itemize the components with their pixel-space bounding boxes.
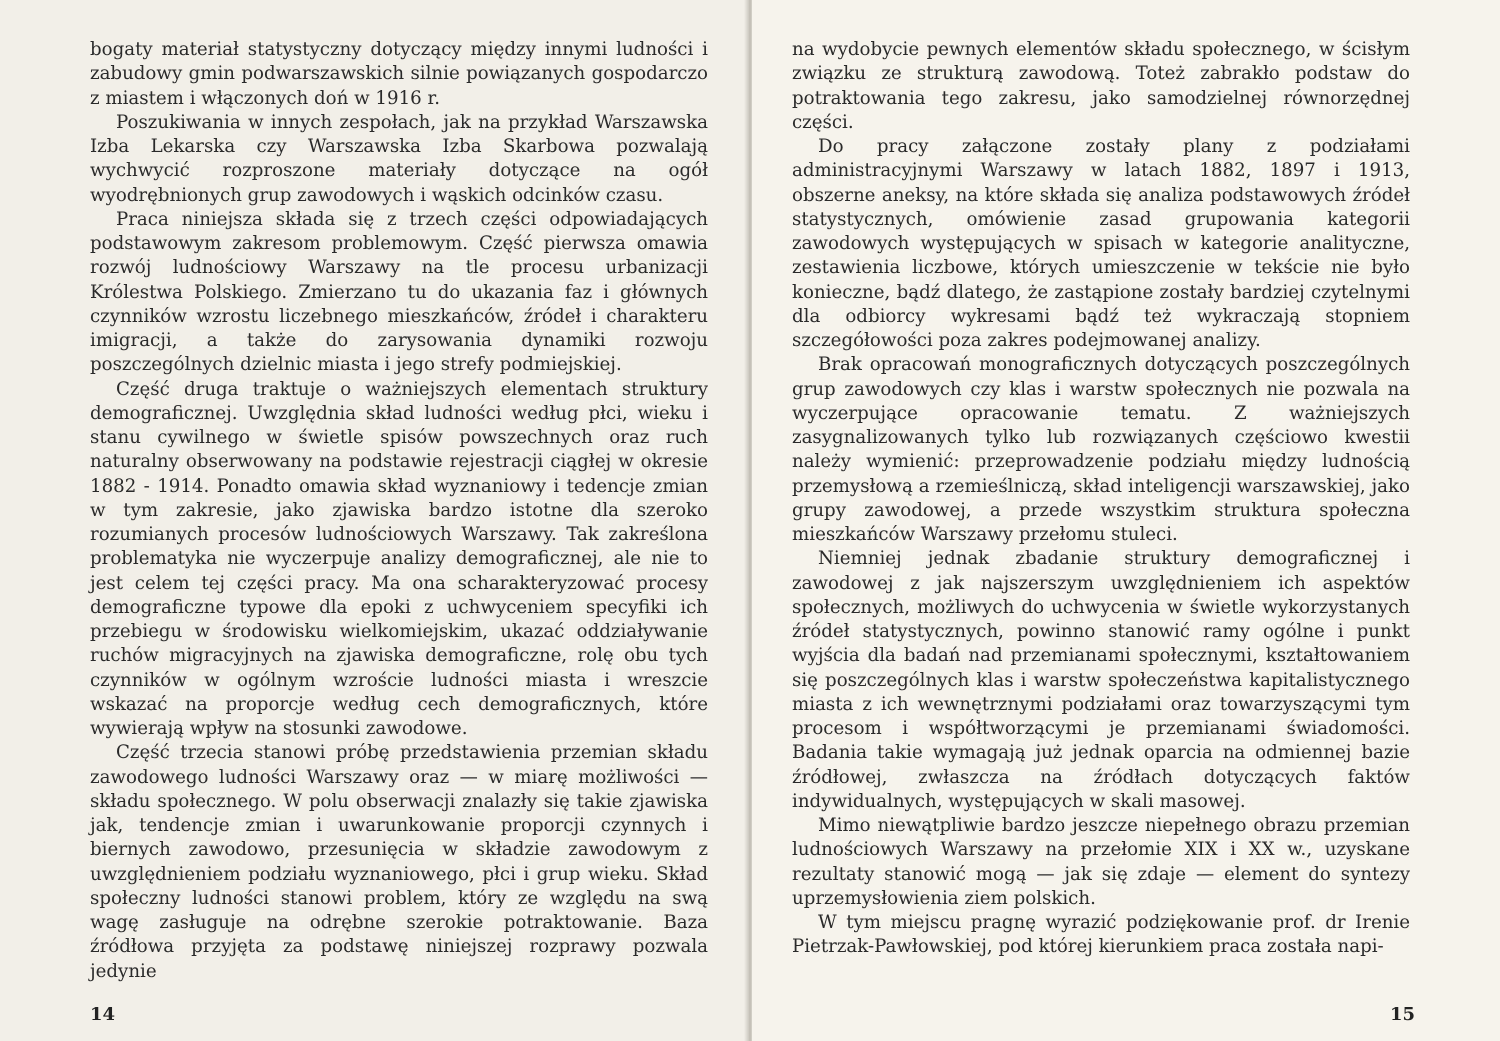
paragraph: Mimo niewątpliwie bardzo jeszcze niepełnego obrazu przemian ludnościowych Warszawy na przełomie XIX i XX w., uzyskane rezultaty stanowić mogą — jak się zdaje — element do syntezy uprzemysłowienia ziem polskich. (792, 815, 1410, 909)
page-number-left: 14 (90, 1004, 116, 1025)
paragraph: Niemniej jednak zbadanie struktury demograficznej i zawodowej z jak najszerszym uwzględnieniem ich aspektów społecznych, możliwych do uchwycenia w świetle wykorzystanych źródeł statystycznych, powinno stanowić ramy ogólne i punkt wyjścia dla badań nad przemianami społecznymi, kształtowaniem się poszczególnych klas i warstw społeczeństwa kapitalistycznego miasta z ich wewnętrznymi podziałami oraz towarzyszącymi tym procesom i współtworzącymi je przemianami świadomości. Badania takie wymagają już jednak oparcia na odmiennej bazie źródłowej, zwłaszcza na źródłach dotyczących faktów indywidualnych, występujących w skali masowej. (792, 548, 1410, 812)
paragraph: Brak opracowań monograficznych dotyczących poszczególnych grup zawodowych czy klas i warstw społecznych nie pozwala na wyczerpujące opracowanie tematu. Z ważniejszych zasygnalizowanych tylko lub rozwiązanych częściowo kwestii należy wymienić: przeprowadzenie podziału między ludnością przemysłową a rzemieślniczą, skład inteligencji warszawskiej, jako grupy zawodowej, a przede wszystkim struktura społeczna mieszkańców Warszawy przełomu stuleci. (792, 354, 1410, 545)
page-number-right: 15 (1390, 1004, 1416, 1025)
paragraph: na wydobycie pewnych elementów składu społecznego, w ścisłym związku ze strukturą zawodową. Toteż zabrakło podstaw do potraktowania tego zakresu, jako samodzielnej równorzędnej części. (792, 39, 1410, 133)
paragraph: Część druga traktuje o ważniejszych elementach struktury demograficznej. Uwzględnia skład ludności według płci, wieku i stanu cywilnego w świetle spisów powszechnych oraz ruch naturalny obserwowany na podstawie rejestracji ciągłej w okresie 1882 - 1914. Ponadto omawia skład wyznaniowy i tedencje zmian w tym zakresie, jako zjawiska bardzo istotne dla szeroko rozumianych procesów ludnościowych Warszawy. Tak zakreślona problematyka nie wyczerpuje analizy demograficznej, ale nie to jest celem tej części pracy. Ma ona scharakteryzować procesy demograficzne typowe dla epoki z uchwyceniem specyfiki ich przebiegu w środowisku wielkomiejskim, ukazać oddziaływanie ruchów migracyjnych na zjawiska demograficzne, rolę obu tych czynników w ogólnym wzroście ludności miasta i wreszcie wskazać na proporcje według cech demograficznych, które wywierają wpływ na stosunki zawodowe. (90, 378, 708, 739)
paragraph: Do pracy załączone zostały plany z podziałami administracyjnymi Warszawy w latach 1882, 1897 i 1913, obszerne aneksy, na które składa się analiza podstawowych źródeł statystycznych, omówienie zasad grupowania kategorii zawodowych występujących w spisach w kategorie analityczne, zestawienia liczbowe, których umieszczenie w tekście nie było konieczne, bądź dlatego, że zastąpione zostały bardziej czytelnymi dla odbiorcy wykresami bądź też wykraczają stopniem szczegółowości poza zakres podejmowanej analizy. (792, 136, 1410, 351)
right-page-text (792, 38, 1410, 960)
paragraph: Część trzecia stanowi próbę przedstawienia przemian składu zawodowego ludności Warszawy oraz — w miarę możliwości — składu społecznego. W polu obserwacji znalazły się takie zjawiska jak, tendencje zmian i uwarunkowanie proporcji czynnych i biernych zawodowo, przesunięcia w składzie zawodowym z uwzględnieniem podziału wyznaniowego, płci i grup wieku. Skład społeczny ludności stanowi problem, który ze względu na swą wagę zasługuje na odrębne szerokie potraktowanie. Baza źródłowa przyjęta za podstawę niniejszej rozprawy pozwala jedynie (90, 742, 708, 982)
left-page-text (90, 38, 708, 984)
left-page (0, 0, 748, 1041)
paragraph: Praca niniejsza składa się z trzech części odpowiadających podstawowym zakresom problemowym. Część pierwsza omawia rozwój ludnościowy Warszawy na tle procesu urbanizacji Królestwa Polskiego. Zmierzano tu do ukazania faz i głównych czynników wzrostu liczebnego mieszkańców, źródeł i charakteru imigracji, a także do zarysowania dynamiki rozwoju poszczególnych dzielnic miasta i jego strefy podmiejskiej. (90, 208, 708, 376)
paragraph: Poszukiwania w innych zespołach, jak na przykład Warszawska Izba Lekarska czy Warszawska Izba Skarbowa pozwalają wychwycić rozproszone materiały dotyczące na ogół wyodrębnionych grup zawodowych i wąskich odcinków czasu. (90, 111, 708, 206)
paragraph: W tym miejscu pragnę wyrazić podziękowanie prof. dr Irenie Pietrzak-Pawłowskiej, pod której kierunkiem praca została napi- (792, 912, 1410, 958)
right-page (752, 0, 1500, 1041)
paragraph: bogaty materiał statystyczny dotyczący między innymi ludności i zabudowy gmin podwarszawskich silnie powiązanych gospodarczo z miastem i włączonych doń w 1916 r. (90, 39, 708, 109)
